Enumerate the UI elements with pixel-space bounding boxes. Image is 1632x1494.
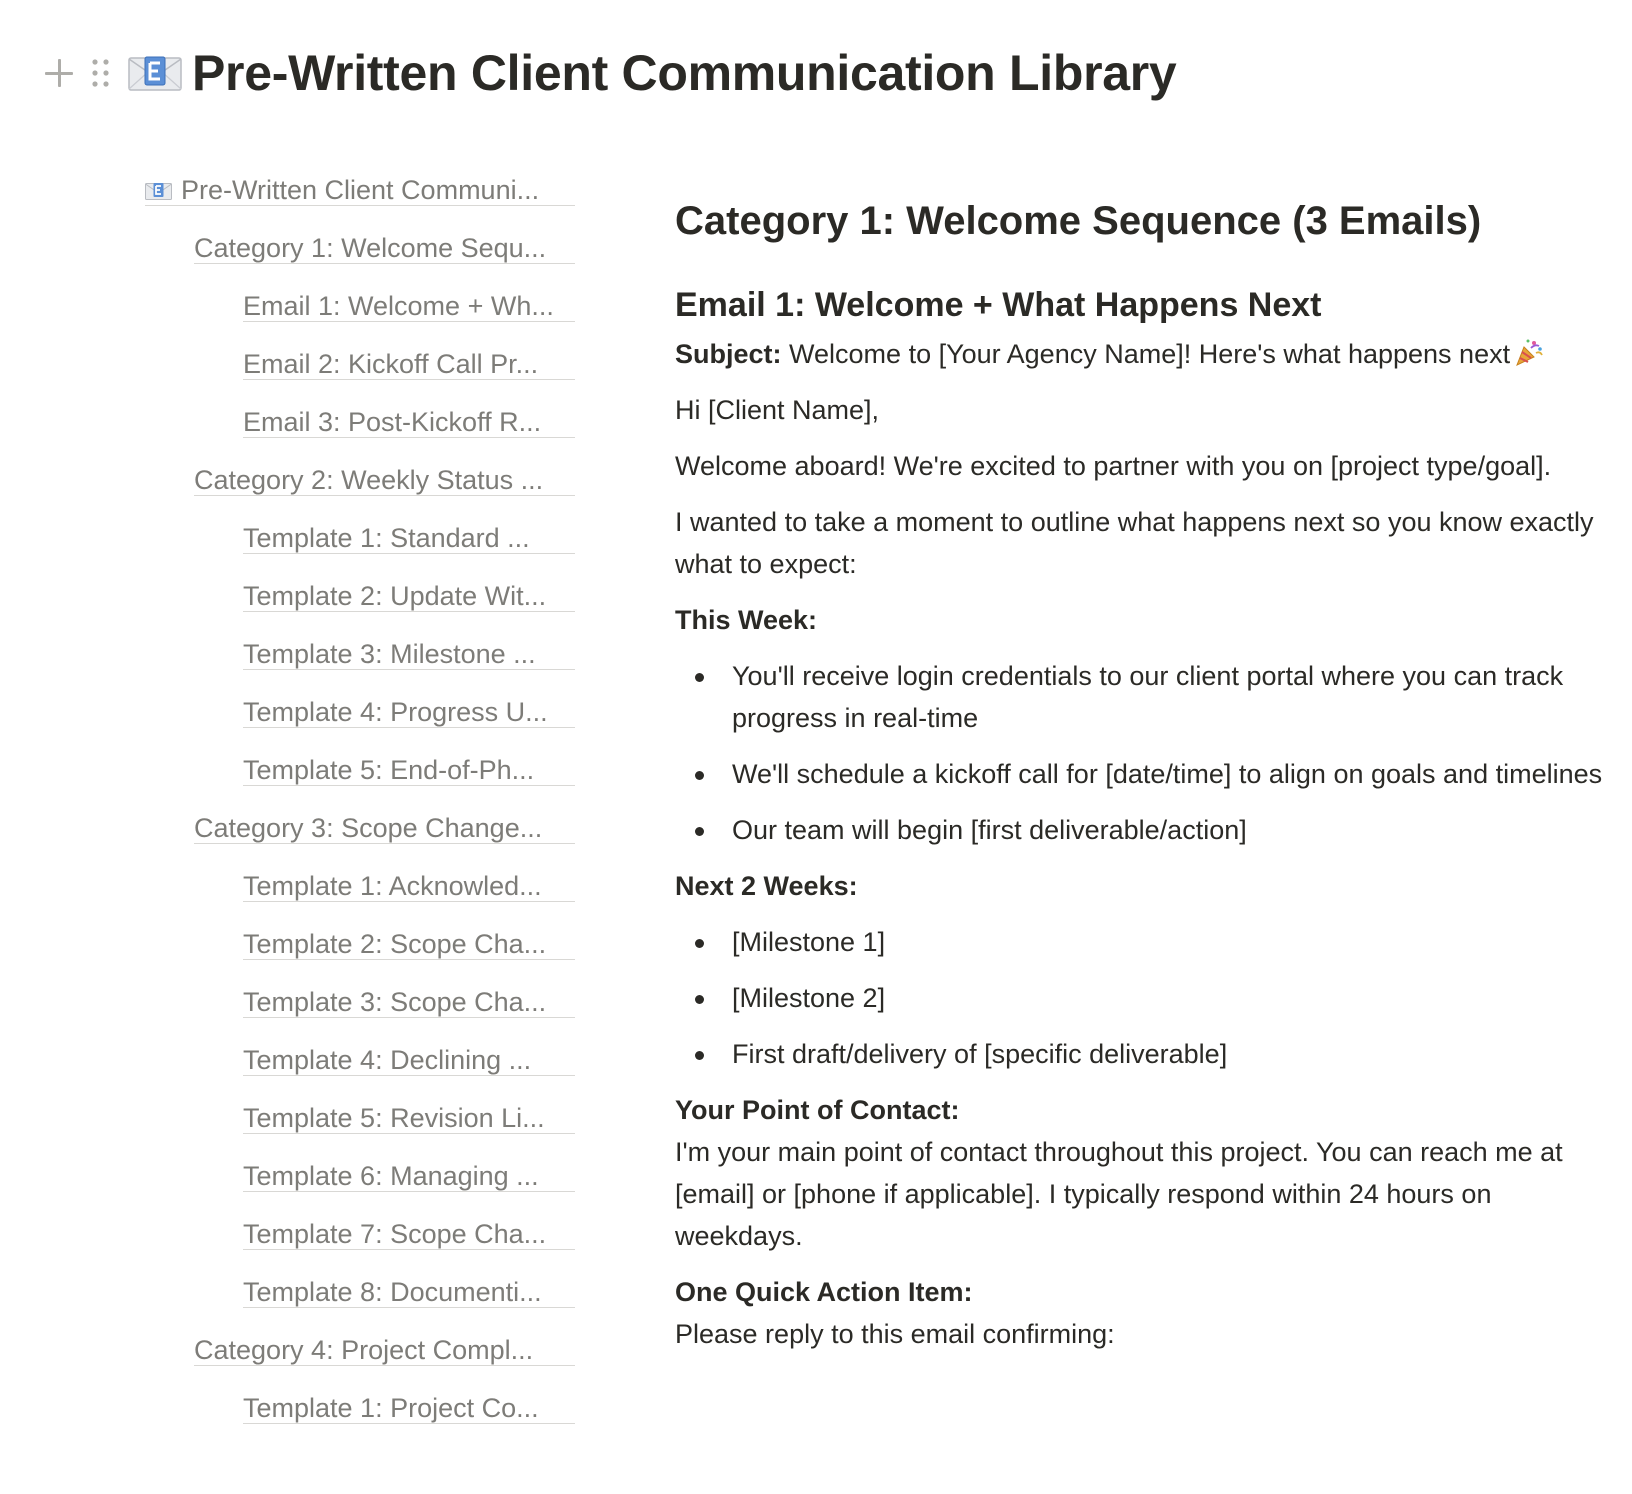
envelope-with-e-icon[interactable] bbox=[128, 53, 182, 93]
subject-text: Welcome to [Your Agency Name]! Here's what happens next bbox=[789, 339, 1511, 369]
toc-link[interactable] bbox=[243, 1042, 575, 1076]
toc-label: Template 2: Update Wit... bbox=[243, 581, 547, 611]
toc-link[interactable] bbox=[243, 926, 575, 960]
toc-item[interactable] bbox=[145, 740, 575, 798]
toc-item[interactable] bbox=[145, 1204, 575, 1262]
toc-label: Email 2: Kickoff Call Pr... bbox=[243, 349, 539, 379]
bullet-dot-icon bbox=[695, 827, 704, 836]
this-week-item-text: You'll receive login credentials to our client portal where you can track progress in real-time bbox=[732, 661, 1564, 733]
toc-item[interactable] bbox=[145, 972, 575, 1030]
outline-paragraph: I wanted to take a moment to outline what happens next so you know exactly what to expect: bbox=[675, 507, 1594, 579]
action-block bbox=[675, 1264, 1615, 1362]
toc-item[interactable] bbox=[145, 508, 575, 566]
toc-link[interactable] bbox=[243, 288, 575, 322]
toc-link[interactable] bbox=[194, 1332, 575, 1366]
this-week-list bbox=[675, 648, 1615, 858]
contact-label: Your Point of Contact: bbox=[675, 1095, 960, 1125]
toc-item[interactable] bbox=[145, 624, 575, 682]
toc-item[interactable] bbox=[145, 1262, 575, 1320]
toc-label: Template 5: Revision Li... bbox=[243, 1103, 545, 1133]
this-week-label: This Week: bbox=[675, 605, 818, 635]
toc-link[interactable] bbox=[243, 520, 575, 554]
toc-link[interactable] bbox=[194, 810, 575, 844]
contact-block bbox=[675, 1082, 1615, 1264]
action-text: Please reply to this email confirming: bbox=[675, 1319, 1115, 1349]
envelope-with-e-icon bbox=[145, 181, 172, 201]
toc-label: Email 1: Welcome + Wh... bbox=[243, 291, 554, 321]
title-row bbox=[44, 38, 1176, 108]
toc-label: Template 3: Milestone ... bbox=[243, 639, 536, 669]
toc-item[interactable] bbox=[145, 160, 575, 218]
drag-handle-icon[interactable] bbox=[90, 57, 112, 89]
toc-link[interactable] bbox=[243, 1158, 575, 1192]
toc-item[interactable] bbox=[145, 392, 575, 450]
this-week-item bbox=[675, 648, 1615, 746]
toc-label: Template 4: Progress U... bbox=[243, 697, 548, 727]
toc-item[interactable] bbox=[145, 566, 575, 624]
toc-item[interactable] bbox=[145, 1320, 575, 1378]
greeting: Hi [Client Name], bbox=[675, 395, 880, 425]
category-heading: Category 1: Welcome Sequence (3 Emails) bbox=[675, 199, 1482, 243]
plus-icon[interactable] bbox=[44, 58, 74, 88]
toc-label: Template 8: Documenti... bbox=[243, 1277, 542, 1307]
toc-item[interactable] bbox=[145, 798, 575, 856]
toc-label: Template 7: Scope Cha... bbox=[243, 1219, 547, 1249]
toc-item[interactable] bbox=[145, 1030, 575, 1088]
toc-item[interactable] bbox=[145, 276, 575, 334]
toc-item[interactable] bbox=[145, 1146, 575, 1204]
toc-link[interactable] bbox=[243, 752, 575, 786]
toc-item[interactable] bbox=[145, 218, 575, 276]
toc-item[interactable] bbox=[145, 1088, 575, 1146]
toc-label: Category 4: Project Compl... bbox=[194, 1335, 534, 1365]
toc-item[interactable] bbox=[145, 856, 575, 914]
toc-item[interactable] bbox=[145, 1378, 575, 1436]
bullet-dot-icon bbox=[695, 771, 704, 780]
next-weeks-item bbox=[675, 970, 1615, 1026]
toc-label: Template 2: Scope Cha... bbox=[243, 929, 547, 959]
page-content bbox=[675, 185, 1615, 1362]
this-week-item bbox=[675, 802, 1615, 858]
toc-link[interactable] bbox=[194, 230, 575, 264]
toc-label: Category 2: Weekly Status ... bbox=[194, 465, 544, 495]
next-weeks-label: Next 2 Weeks: bbox=[675, 871, 858, 901]
this-week-item-text: Our team will begin [first deliverable/action] bbox=[732, 815, 1247, 845]
toc-link[interactable] bbox=[243, 694, 575, 728]
this-week-item-text: We'll schedule a kickoff call for [date/time] to align on goals and timelines bbox=[732, 759, 1603, 789]
toc-label: Template 5: End-of-Ph... bbox=[243, 755, 535, 785]
toc-link[interactable] bbox=[243, 868, 575, 902]
toc-link[interactable] bbox=[145, 172, 575, 206]
toc-label: Template 1: Acknowled... bbox=[243, 871, 542, 901]
toc-label: Category 3: Scope Change... bbox=[194, 813, 543, 843]
toc-link[interactable] bbox=[243, 578, 575, 612]
toc-link[interactable] bbox=[243, 636, 575, 670]
toc-link[interactable] bbox=[243, 404, 575, 438]
toc-label: Pre-Written Client Communi... bbox=[181, 175, 540, 205]
toc-label: Template 3: Scope Cha... bbox=[243, 987, 547, 1017]
next-weeks-list bbox=[675, 914, 1615, 1082]
toc-link[interactable] bbox=[243, 1390, 575, 1424]
next-weeks-item bbox=[675, 1026, 1615, 1082]
toc-link[interactable] bbox=[243, 1274, 575, 1308]
toc-link[interactable] bbox=[243, 984, 575, 1018]
toc-item[interactable] bbox=[145, 682, 575, 740]
toc-item[interactable] bbox=[145, 914, 575, 972]
table-of-contents bbox=[145, 160, 575, 1436]
toc-label: Template 6: Managing ... bbox=[243, 1161, 539, 1191]
block-handle bbox=[44, 57, 112, 89]
subject-label: Subject: bbox=[675, 339, 782, 369]
next-weeks-item bbox=[675, 914, 1615, 970]
bullet-dot-icon bbox=[695, 939, 704, 948]
next-weeks-item-text: First draft/delivery of [specific deliverable] bbox=[732, 1039, 1228, 1069]
subject-line bbox=[675, 331, 1615, 382]
toc-link[interactable] bbox=[243, 1216, 575, 1250]
contact-text: I'm your main point of contact throughout this project. You can reach me at [email] or [phone if applicable]. I typically respond within 24 hours on weekdays. bbox=[675, 1137, 1563, 1251]
email-heading: Email 1: Welcome + What Happens Next bbox=[675, 286, 1322, 324]
toc-label: Template 4: Declining ... bbox=[243, 1045, 532, 1075]
toc-item[interactable] bbox=[145, 334, 575, 392]
toc-link[interactable] bbox=[194, 462, 575, 496]
bullet-dot-icon bbox=[695, 673, 704, 682]
toc-link[interactable] bbox=[243, 346, 575, 380]
party-popper-icon bbox=[1514, 337, 1544, 367]
next-weeks-item-text: [Milestone 2] bbox=[732, 983, 886, 1013]
bullet-dot-icon bbox=[695, 1051, 704, 1060]
action-label: One Quick Action Item: bbox=[675, 1277, 973, 1307]
toc-link[interactable] bbox=[243, 1100, 575, 1134]
bullet-dot-icon bbox=[695, 995, 704, 1004]
next-weeks-item-text: [Milestone 1] bbox=[732, 927, 886, 957]
toc-item[interactable] bbox=[145, 450, 575, 508]
page-title: Pre-Written Client Communication Library bbox=[192, 45, 1177, 101]
toc-label: Template 1: Project Co... bbox=[243, 1393, 539, 1423]
intro-paragraph: Welcome aboard! We're excited to partner with you on [project type/goal]. bbox=[675, 451, 1552, 481]
toc-label: Email 3: Post-Kickoff R... bbox=[243, 407, 542, 437]
toc-label: Template 1: Standard ... bbox=[243, 523, 530, 553]
toc-label: Category 1: Welcome Sequ... bbox=[194, 233, 547, 263]
this-week-item bbox=[675, 746, 1615, 802]
